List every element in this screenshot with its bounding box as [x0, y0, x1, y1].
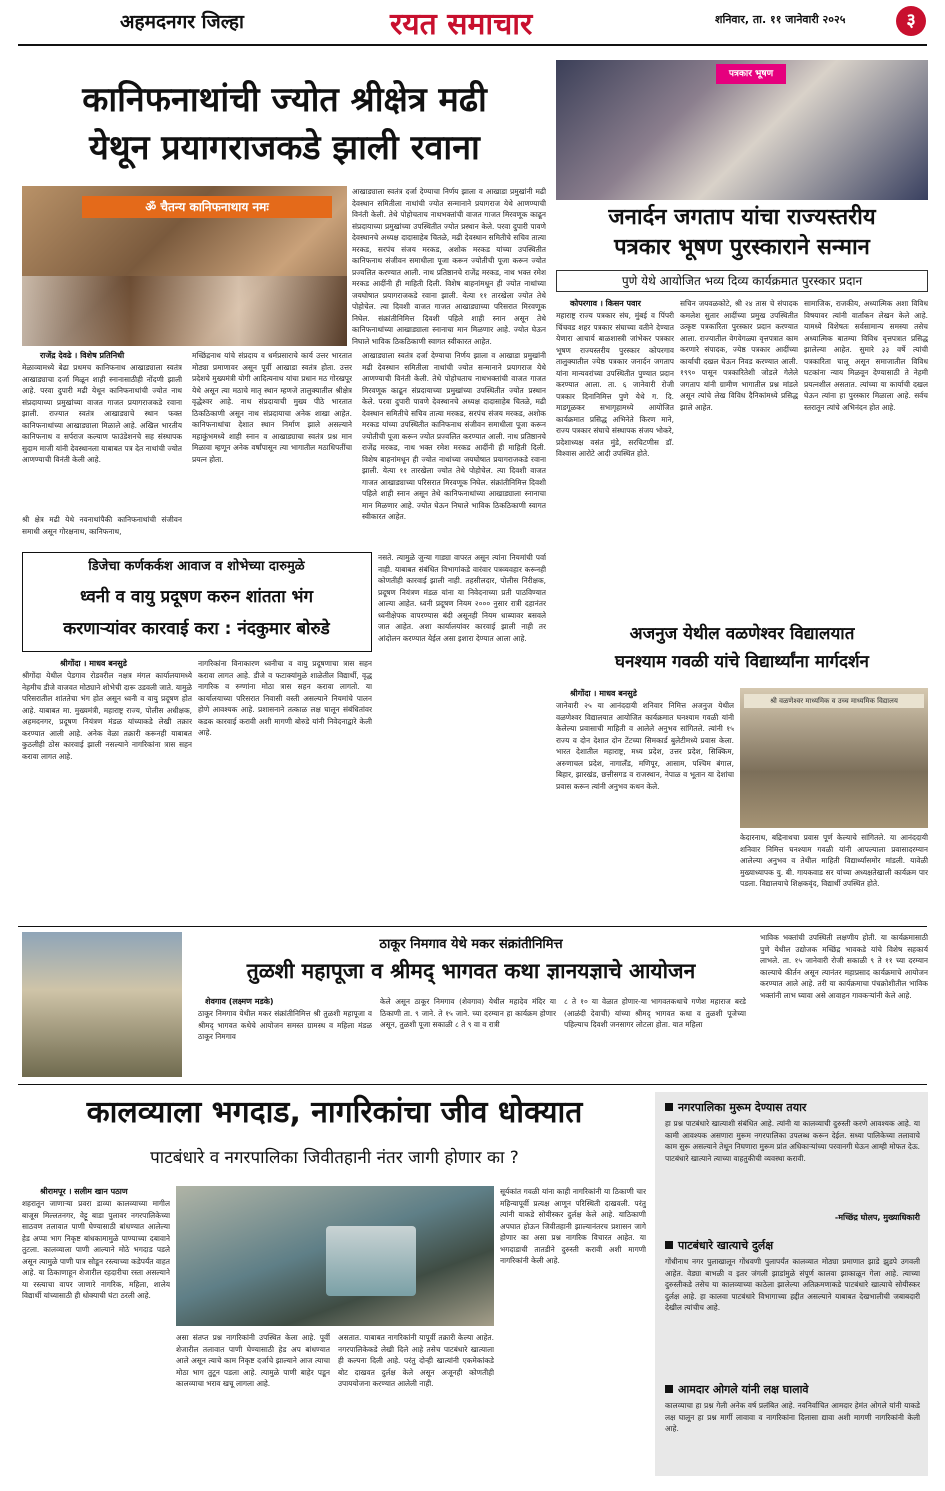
- section-divider-1: [18, 926, 927, 927]
- story1-body-col2: मच्छिंद्रनाथ यांचे संप्रदाय व धर्मप्रसाराचे कार्य उत्तर भारतात मोठ्या प्रमाणावर असून पूर्वी आखाडा स्वतंत्र होता. उत्तर प्रदेशचे मुख्यमंत्री योगी आदित्यनाथ यांचा प्रधान मठ गोरखपूर येथे असून त्या मठाचे मातृ स्थान म्हणजे तालुक्यातील श्रीक्षेत्र वृद्धेश्वर आहे. नाथ संप्रदायाची मुख्य पीठे भारतात ठिकठिकाणी असून नाथ संप्रदायाचा अनेक शाखा आहेत. कानिफनाथांचा देशात स्थान निर्माण झाले असल्याने महाकुंभमध्ये शाही स्नान व आखाड्याचा स्वतंत्र प्रश्न मान मिळावा म्हणून अनेक वर्षांपासून त्या भागातील मठाधिपतींचा प्रयत्न होता.: [192, 351, 352, 464]
- story3-headline-box: [22, 552, 372, 652]
- side2-body: गोंधीनाथ नगर पुलाखालून गोंधवणी पुलापर्यंत कालव्यात मोठ्या प्रमाणात झाडे झुडपे उगवली आहेत. वेड्या बाभळी व इतर जंगली झाडांमुळे संपूर्ण कालवा झाकाळून गेला आहे. त्याच्या दुरुस्तीकडे तसेच या कालव्याच्या काठेला झालेल्या अतिक्रमणाकडे पाटबंधारे खात्याचे सोयीस्कर दुर्लक्ष आहे. हा कालवा पाटबंधारे विभागाच्या हद्दीत असल्याने याबाबत देखभालीची जबाबदारी देखील त्यांचीच आहे.: [665, 1257, 920, 1312]
- temple-banner: ॐ चैतन्य कानिफनाथाय नमः: [82, 196, 332, 218]
- story5-body-col4: भाविक भक्तांची उपस्थिती लक्षणीय होती. या कार्यक्रमासाठी पुणे येथील उद्योजक मच्छिंद्र भावकडे यांचे विशेष सहकार्य लाभले. ता. १५ जानेवारी रोजी सकाळी ९ ते ११ च्या दरम्यान काल्याचे कीर्तन असून त्यानंतर महाप्रसाद कार्यक्रमाचे आयोजन करण्यात आले आहे. तरी या कार्यक्रमाचा पंचक्रोशीतील भाविक भक्तांनी लाभ घ्यावा असे आवाहन गावकऱ्यांनी केले आहे.: [760, 933, 928, 1000]
- story2-body-col1: महाराष्ट्र राज्य पत्रकार संघ, मुंबई व पिंपरी चिंचवड शहर पत्रकार संघाच्या वतीने देण्यात येणारा आचार्य बाळशास्त्री जांभेकर पत्रकार भूषण राज्यस्तरीय पुरस्कार कोपरगाव तालुक्यातील ज्येष्ठ पत्रकार जनार्दन जगताप यांना मान्यवरांच्या उपस्थितीत पुण्यात प्रदान करण्यात आला. ता. ६ जानेवारी रोजी पत्रकार दिनानिमित्त पुणे येथे ग. दि. माडगूळकर सभागृहामध्ये आयोजित कार्यक्रमात प्रसिद्ध अभिनेते किरण माने, राज्य पत्रकार संघाचे संस्थापक संजय भोकरे, प्रदेशाध्यक्ष वसंत मुंडे, सरचिटणीस डॉ. विश्वास आरोटे आदी उपस्थित होते.: [556, 311, 674, 458]
- story3-kicker: डिजेचा कर्णकर्कश आवाज व शोभेच्या दारुमुळे: [88, 559, 305, 574]
- story1-body-top: आखाड्याला स्वतंत्र दर्जा देण्याचा निर्णय झाला व आखाडा प्रमुखांनी मढी देवस्थान समितीला नाथांची ज्योत सन्मानाने प्रयागराज येथे आणण्याची विनंती केली. तेथे पोहोचताच नाथभक्तांची वाजत गाजत मिरवणूक काढून संप्रदायाच्या प्रमुखांच्या उपस्थितीत ज्योत प्रस्थान केले. परवा दुपारी पावणे देवस्थानचे अध्यक्ष दादासाहेब चितळे, मढी देवस्थान समितीचे सचिव तात्या मरकड, सरपंच संजय मरकड, अशोक मरकड यांच्या उपस्थितीत कानिफनाथ संजीवन समाधीला पूजा करून ज्योतीची पूजा करून ज्योत प्रज्वलित करण्यात आली. नाथ प्रतिष्ठानचे राजेंद्र मरकड, नाथ भक्त रमेश मरकड आदींनी ही माहिती दिली. विशेष बाहनांमधून ही ज्योत नाथांच्या जयघोषात प्रयागराजकडे रवाना झाली. येत्या ११ तारखेला ज्योत तेथे पोहोचेल. त्या दिवशी वाजत गाजत आखाड्याच्या परिसरात मिरवणूक निघेल. संक्रांतीनिमित्त दिवशी पहिले शाही स्नान असून तेथे कानिफनाथांच्या आखाड्याला स्नानाचा मान मिळणार आहे. ज्योत घेऊन निघाले भाविक ठिकठिकाणी स्वागत स्वीकारत आहेत.: [352, 187, 546, 346]
- issue-date: शनिवार, ता. ११ जानेवारी २०२५: [715, 13, 846, 26]
- story5-photo: [22, 932, 182, 1077]
- side1-signature: -मच्छिंद्र घोलप, मुख्याधिकारी: [834, 1213, 920, 1222]
- story1-byline: राजेंद्र देवढे । विशेष प्रतिनिधी: [40, 351, 125, 360]
- story1-body-col1: मेळाव्यामध्ये बेढा प्रथमच कानिफनाथ आखाड्याला स्वतंत्र आखाड्याचा दर्जा मिळून शाही स्नानासाठीही नोंदणी झाली आहे. परवा दुपारी मढी येथून कानिफनाथांची ज्योत नाथ संप्रदायाच्या प्रमुखांच्या वाजत गाजत प्रयागराजकडे रवाना झाली. राज्यात स्वतंत्र आखाड्याचे स्थान फक्त कानिफनाथांच्या आखाड्याला मिळाले आहे. अखिल भारतीय कानिफनाथ व सर्पराज कल्याण फाउंडेशनचे सह संस्थापक सुदाम माजी यांनी देवस्थानला याबाबत पत्र देत नाथांची ज्योत आणण्याची विनंती केली आहे.: [22, 363, 182, 464]
- story6-sidebar: [655, 1092, 928, 1476]
- story4-body-col1: जानेवारी २५ या आनंददायी शनिवार निमित्त अजनुज येथील वळणेश्वर विद्यालयात आयोजित कार्यक्रमात घनश्याम गवळी यांनी केलेल्या प्रवासाची माहिती व आलेले अनुभव सांगितले. त्यांनी १५ राज्य व दोन देशात दोन टेंटच्या सिमकार्ड बुलेटीमध्ये प्रवास केला. भारत देशातील महाराष्ट्र, मध्य प्रदेश, उत्तर प्रदेश, सिक्किम, अरुणाचल प्रदेश, नागालँड, मणिपूर, आसाम, पश्चिम बंगाल, बिहार, झारखंड, छत्तीसगड व राजस्थान, नेपाळ व भूतान या देशांचा प्रवास करून त्यांनी अनुभव कथन केले.: [556, 701, 734, 791]
- story6-body-col4: सूर्यकांत गवळी यांना काही नागरिकांनी या ठिकाणी चार महिन्यापूर्वी प्रत्यक्ष आणून परिस्थिती दाखवली. परंतु त्यांनी याकडे सोयीस्कर दुर्लक्ष केले आहे. याठिकाणी अपघात होऊन जिवीतहानी झाल्यानंतरच प्रशासन जागे होणार का असा प्रश्न नागरिक विचारत आहेत. या भगदाडाची तातडीने दुरुस्ती करावी अशी मागणी नागरिकांनी केली आहे.: [500, 1187, 646, 1265]
- story6-body-col3: असतात. याबाबत नागरिकांनी यापूर्वी तक्रारी केल्या आहेत. नगरपालिकेकडे लेखी दिले आहे तसेच पाटबंधारे खात्याला ही कल्पना दिली आहे. परंतु दोन्ही खात्यांनी एकमेकांकडे बोट दाखवत दुर्लक्ष केले असून अजूनही कोणतीही उपाययोजना करण्यात आलेली नाही.: [338, 1333, 494, 1388]
- story6-photo: [176, 1186, 494, 1326]
- crowd-figures: [22, 276, 347, 346]
- story2-body-col2: सचिन जयवळकोटे, श्री २४ तास चे संपादक कमलेश सुतार आदींच्या प्रमुख उपस्थितीत उत्कृष्ट पत्रकारिता पुरस्कार प्रदान करण्यात आला. राज्यातील वेगवेगळ्या वृत्तपत्रात काम करणारे संपादक, ज्येष्ठ पत्रकार आदींच्या कार्याची दखल घेऊन निवड करण्यात आली. १९९० पासून पत्रकारितेशी जोडले गेलेले जगताप यांनी ग्रामीण भागातील प्रश्न मांडले असून त्यांचे लेख विविध दैनिकांमध्ये प्रसिद्ध झाले आहेत.: [680, 299, 798, 412]
- story2-subhead: पुणे येथे आयोजित भव्य दिव्य कार्यक्रमात पुरस्कार प्रदान: [556, 270, 928, 292]
- story3-byline: श्रीगोंदा । माधव बनसुडे: [60, 659, 127, 668]
- district-label: अहमदनगर जिल्हा: [120, 11, 244, 33]
- story4-body-col2: केदारनाथ, बद्रिनाथचा प्रवास पूर्ण केल्याचे सांगितले. या आनंददायी शनिवार निमित्त घनश्याम गवळी यांनी आपल्याला प्रवासादरम्यान आलेल्या अनुभव व तेथील माहिती विद्यार्थ्यांसमोर मांडली. यावेळी मुख्याध्यापक यु. बी. गायकवाड सर यांच्या अध्यक्षतेखाली कार्यक्रम पार पडला. विद्यालयाचे शिक्षकवृंद, विद्यार्थी उपस्थित होते.: [740, 833, 928, 888]
- story6-headline: कालव्याला भगदाड, नागरिकांचा जीव धोक्यात: [86, 1095, 583, 1130]
- side2-title: पाटबंधारे खात्याचे दुर्लक्ष: [665, 1238, 773, 1253]
- story5-body-col2: केले असून ठाकूर निमगाव (शेवगाव) येथील महादेव मंदिर या ठिकाणी ता. ९ जाने. ते १५ जाने. च्या दरम्यान हा कार्यक्रम होणार असून, तुळशी पूजा सकाळी ८ ते ९ वा व रात्री: [380, 997, 556, 1029]
- side1-title: नगरपालिका मुरूम देण्यास तयार: [665, 1100, 806, 1115]
- side3-title: आमदार ओगले यांनी लक्ष घालावे: [665, 1382, 809, 1397]
- story5-kicker: ठाकूर निमगाव येथे मकर संक्रांतीनिमित्त: [379, 937, 563, 952]
- story1-photo: [22, 186, 347, 346]
- story6-subheadline: पाटबंधारे व नगरपालिका जिवीतहानी नंतर जागी होणार का ?: [150, 1148, 519, 1168]
- story5-body-col1: ठाकूर निमगाव येथील मकर संक्रांतीनिमित्त श्री तुळशी महापूजा व श्रीमद् भागवत कथेचे आयोजन समस्त ग्रामस्थ व महिला मंडळ ठाकूर निमगाव: [198, 1009, 372, 1041]
- bullet-square-icon: [665, 1103, 673, 1111]
- school-board: श्री वळणेश्वर माध्यमिक व उच्च माध्यमिक विद्यालय: [744, 694, 924, 708]
- page-number-badge: ३: [896, 6, 926, 36]
- award-banner: पत्रकार भूषण: [716, 64, 786, 84]
- story1-body-col3: आखाड्याला स्वतंत्र दर्जा देण्याचा निर्णय झाला व आखाडा प्रमुखांनी मढी देवस्थान समितीला नाथांची ज्योत सन्मानाने प्रयागराज येथे आणण्याची विनंती केली. तेथे पोहोचताच नाथभक्तांची वाजत गाजत मिरवणूक काढून संप्रदायाच्या प्रमुखांच्या उपस्थितीत ज्योत प्रस्थान केले. परवा दुपारी पावणे देवस्थानचे अध्यक्ष दादासाहेब चितळे, मढी देवस्थान समितीचे सचिव तात्या मरकड, सरपंच संजय मरकड, अशोक मरकड यांच्या उपस्थितीत कानिफनाथ संजीवन समाधीला पूजा करून ज्योतीची पूजा करून ज्योत प्रज्वलित करण्यात आली. नाथ प्रतिष्ठानचे राजेंद्र मरकड, नाथ भक्त रमेश मरकड आदींनी ही माहिती दिली. विशेष बाहनांमधून ही ज्योत नाथांच्या जयघोषात प्रयागराजकडे रवाना झाली. येत्या ११ तारखेला ज्योत तेथे पोहोचेल. त्या दिवशी वाजत गाजत आखाड्याच्या परिसरात मिरवणूक निघेल. संक्रांतीनिमित्त दिवशी पहिले शाही स्नान असून तेथे कानिफनाथांच्या आखाड्याला स्नानाचा मान मिळणार आहे. ज्योत घेऊन निघाले भाविक ठिकठिकाणी स्वागत स्वीकारत आहेत.: [362, 351, 546, 521]
- story2-photo: [556, 60, 928, 200]
- story5-byline: शेवगाव (लक्ष्मण मडके): [205, 997, 274, 1006]
- story2-body-col3: सामाजिक, राजकीय, अध्यात्मिक अशा विविध विषयावर त्यांनी वार्तांकन लेखन केले आहे. यामध्ये विशेषतः सर्वसामान्य समस्या तसेच अध्यात्मिक बातम्या विविध वृत्तपत्रात प्रसिद्ध झालेल्या आहेत. सुमारे ३३ वर्षे त्यांची पत्रकारिता चालू असून समाजातील विविध घटकांना न्याय मिळवून देण्यासाठी ते नेहमी प्रयत्नशील असतात. त्यांच्या या कार्याची दखल घेऊन त्यांना हा पुरस्कार मिळाला आहे. सर्वच स्तरातून त्यांचे अभिनंदन होत आहे.: [804, 299, 928, 412]
- story5-headline: तुळशी महापूजा व श्रीमद् भागवत कथा ज्ञानयज्ञाचे आयोजन: [246, 959, 696, 983]
- story4-photo: [740, 688, 928, 828]
- story2-byline: कोपरगाव । किसन पवार: [570, 299, 641, 308]
- story4-byline: श्रीगोंदा । माधव बनसुडे: [570, 689, 637, 698]
- story1-body-col1b: श्री क्षेत्र मढी येथे नवनाथांपैकी कानिफनाथांची संजीवन समाधी असून गोरक्षनाथ, कानिफनाथ,: [22, 515, 182, 536]
- story2-headline: जनार्दन जगताप यांचा राज्यस्तरीय पत्रकार भूषण पुरस्काराने सन्मान: [608, 205, 876, 260]
- side3-body: कालव्याचा हा प्रश्न गेली अनेक वर्ष प्रलंबित आहे. नवनिर्वाचित आमदार हेमंत ओगले यांनी याकडे लक्ष घालून हा प्रश्न मार्गी लावावा व नागरिकांना दिलासा द्यावा अशी मागणी नागरिकांनी केली आहे.: [665, 1401, 920, 1433]
- bullet-square-icon: [665, 1241, 673, 1249]
- story6-body-col1: शहरातून जाणाऱ्या प्रवरा डाव्या कालव्याच्या मागील बाजूस मिल्लतनगर, वेट्टू बाडा पुलावर नगरपालिकेच्या साठवण तलावात पाणी घेण्यासाठी बांधण्यात आलेल्या हेड अप्पा भाग निकृष्ट बांधकामामुळे पाण्याच्या दबावाने तुटला. कालव्याला पाणी आल्याने मोठे भगदाड पडले असून त्यामुळे पाणी पात्र सोडून रस्त्याच्या कडेपर्यंत वाहत आहे. या ठिकाणाहून शेजारील रहदारीचा रस्ता असल्याने या रस्त्याचा वापर जाणारे नागरिक, महिला, शालेय विद्यार्थी यांच्यासाठी ही धोक्याची घंटा ठरली आहे.: [22, 1199, 170, 1300]
- story3-body-col2: नागरिकांना विनाकारण ध्वनीचा व वायु प्रदूषणाचा त्रास सहन करावा लागत आहे. डीजे व फटाक्यांमुळे शाळेतील विद्यार्थी, वृद्ध नागरिक व रुग्णांना मोठा त्रास सहन करावा लागतो. या कार्यालयाच्या परिसरात निवासी वस्ती असल्याने नियमांचे पालन होणे आवश्यक आहे. प्रशासनाने तत्काळ लक्ष घालून संबंधितांवर कडक कारवाई करावी अशी मागणी बोरुडे यांनी निवेदनाद्वारे केली आहे.: [198, 659, 372, 737]
- side1-body: हा प्रश्न पाटबंधारे खात्याशी संबंधित आहे. त्यांनी या कालव्याची दुरुस्ती करणे आवश्यक आहे. या कामी आवश्यक असणारा मुरूम नगरपालिका उपलब्ध करून देईल. सध्या पालिकेच्या तलावाचे काम सुरू असल्याने तेथून निघणारा मुरूम प्रांत अधिकाऱ्यांच्या परवानगी घेऊन आम्ही मोफत देऊ. पाटबंधारे खात्याने त्याच्या वाहतुकीची व्यवस्था करावी.: [665, 1119, 920, 1163]
- canal-water: [326, 1226, 416, 1296]
- story3-body-col1: श्रीगोंदा येथील पेडगाव रोडवरील नक्षत्र मंगल कार्यालयामध्ये नेहमीच डीजे वाजवत मोठ्याने शोभेची दारू उडवली जाते. यामुळे परिसरातील शांततेचा भंग होत असून ध्वनी व वायु प्रदूषण होत आहे. याबाबत मा. मुख्यमंत्री, महाराष्ट्र राज्य, पोलीस अधीक्षक, अहमदनगर, प्रदूषण नियंत्रण मंडळ यांच्याकडे लेखी तक्रार करण्यात आली आहे. अनेक वेळा तक्रारी करूनही याबाबत कुठलीही ठोस कारवाई झाली नसल्याने नागरिकांना त्रास सहन करावा लागत आहे.: [22, 671, 192, 761]
- story6-byline: श्रीरामपूर । सलीम खान पठाण: [40, 1187, 128, 1196]
- header-rule: [18, 44, 927, 46]
- story5-body-col3: ८ ते १० या वेळात होणार-या भागवतकथाचे गणेश महाराज बरडे (आळंदी देवाची) यांच्या श्रीमद् भागवत कथा व तुळशी पूजेच्या पहिल्याच दिवशी जनसागर लोटला होता. यात महिला: [564, 997, 746, 1029]
- story6-body-col2: असा संतप्त प्रश्न नागरिकांनी उपस्थित केला आहे. पूर्वी शेजारील तलावात पाणी घेण्यासाठी हेड अप बांधण्यात आले असून त्याचे काम निकृष्ट दर्जाचे झाल्याने आज त्याचा मोठा भाग तुटून पडला आहे. त्यामुळे पाणी बाहेर पडून कालव्याचा भराव खचू लागला आहे.: [176, 1333, 330, 1388]
- story1-headline: कानिफनाथांची ज्योत श्रीक्षेत्र मढी येथून प्रयागराजकडे झाली रवाना: [82, 80, 487, 168]
- story4-headline: अजनुज येथील वळणेश्वर विद्यालयात घनश्याम गवळी यांचे विद्यार्थ्यांना मार्गदर्शन: [614, 624, 869, 672]
- section-divider-2: [18, 1084, 927, 1085]
- story3-body-col3: नसते. त्यामुळे जुन्या गाड्या वापरत असून त्यांना नियमांची पर्वा नाही. याबाबत संबंधित विभागांकडे वारंवार पत्रव्यवहार करूनही कोणतीही कारवाई झाली नाही. तहसीलदार, पोलीस निरीक्षक, प्रदूषण नियंत्रण मंडळ यांना या निवेदनाच्या प्रती पाठविण्यात आल्या आहेत. ध्वनी प्रदूषण नियम २००० नुसार रात्री दहानंतर ध्वनीक्षेपक वापरण्यास बंदी असूनही नियम धाब्यावर बसवले जात आहेत. अशा कार्यालयांवर कारवाई झाली नाही तर आंदोलन करण्यात येईल असा इशारा देण्यात आला आहे.: [378, 553, 546, 643]
- masthead-logo: रयत समाचार: [390, 7, 533, 42]
- bullet-square-icon: [665, 1385, 673, 1393]
- story3-headline: ध्वनी व वायु प्रदूषण करुन शांतता भंग करणाऱ्यांवर कारवाई करा : नंदकुमार बोरुडे: [63, 587, 330, 639]
